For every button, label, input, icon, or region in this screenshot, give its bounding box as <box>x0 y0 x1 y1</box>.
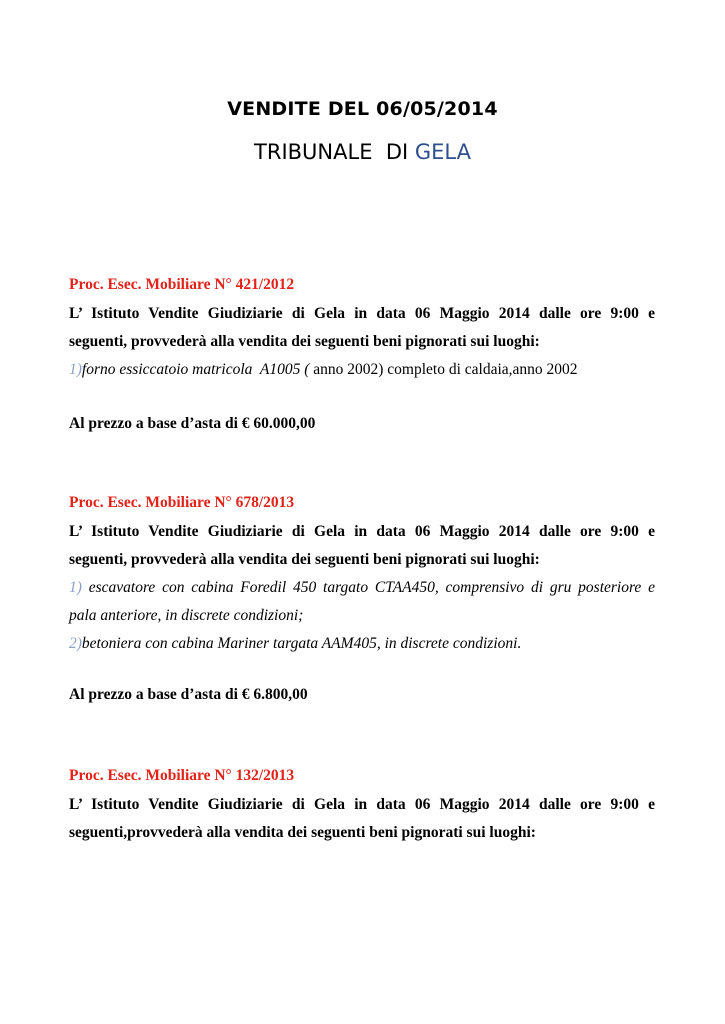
list-item <box>69 356 655 384</box>
item-text-normal: anno 2002) completo di caldaia,anno 2002 <box>313 361 578 378</box>
subtitle-prefix: TRIBUNALE DI <box>254 140 415 164</box>
section-678-2013 <box>69 491 655 658</box>
list-item <box>69 574 655 602</box>
intro-line-1: L’ Istituto Vendite Giudiziarie di Gela in data 06 Maggio 2014 dalle ore 9:00 e <box>69 523 655 540</box>
intro-line-1: L’ Istituto Vendite Giudiziarie di Gela in data 06 Maggio 2014 dalle ore 9:00 e <box>69 796 655 813</box>
price-421-2012: Al prezzo a base d’asta di € 60.000,00 <box>69 415 316 432</box>
list-item <box>69 630 655 658</box>
item-text-line-1: escavatore con cabina Foredil 450 targato CTAA450, comprensivo di gru posteriore e <box>81 579 655 596</box>
intro-line-1: L’ Istituto Vendite Giudiziarie di Gela in data 06 Maggio 2014 dalle ore 9:00 e <box>69 305 655 322</box>
section-132-2013 <box>69 764 655 847</box>
proc-heading: Proc. Esec. Mobiliare N° 132/2013 <box>69 767 295 784</box>
intro-line-2: seguenti,provvederà alla vendita dei seguenti beni pignorati sui luoghi: <box>69 824 536 841</box>
item-text-italic: betoniera con cabina Mariner targata AAM405, in discrete condizioni. <box>81 635 522 652</box>
item-number: 1) <box>69 579 82 596</box>
subtitle-city: GELA <box>414 140 471 164</box>
intro-line-2: seguenti, provvederà alla vendita dei seguenti beni pignorati sui luoghi: <box>69 551 540 568</box>
list-item-continuation: pala anteriore, in discrete condizioni; <box>69 607 304 624</box>
document-subtitle <box>0 140 725 164</box>
proc-heading: Proc. Esec. Mobiliare N° 678/2013 <box>69 494 295 511</box>
item-text-italic: forno essiccatoio matricola A1005 ( <box>81 361 314 378</box>
document-title: VENDITE DEL 06/05/2014 <box>227 98 498 120</box>
intro-line-2: seguenti, provvederà alla vendita dei seguenti beni pignorati sui luoghi: <box>69 333 540 350</box>
proc-heading: Proc. Esec. Mobiliare N° 421/2012 <box>69 276 295 293</box>
section-421-2012 <box>69 273 655 384</box>
price-678-2013: Al prezzo a base d’asta di € 6.800,00 <box>69 686 308 703</box>
item-number: 2) <box>69 635 82 652</box>
item-number: 1) <box>69 361 82 378</box>
